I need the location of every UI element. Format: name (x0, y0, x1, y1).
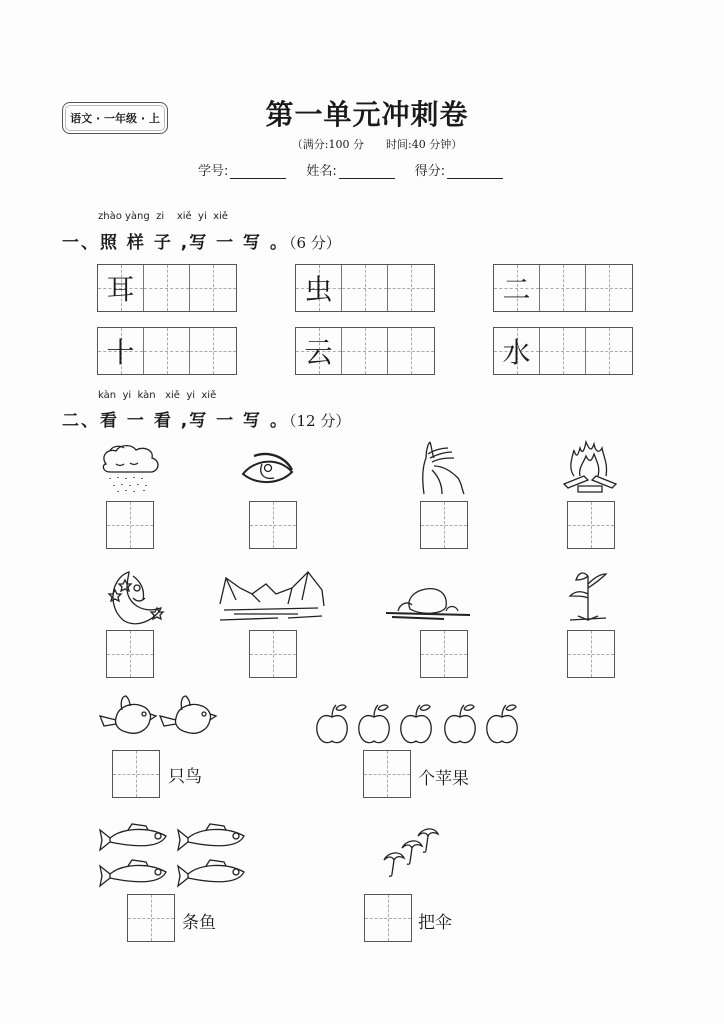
section1-pinyin: zhào yàng zi xiě yi xiě (98, 211, 228, 222)
writing-cell[interactable] (342, 328, 388, 374)
sample-char: 二 (502, 273, 531, 306)
copy-grid-2[interactable] (295, 264, 435, 312)
writing-cell[interactable] (586, 328, 632, 374)
bird-unit-label: 只鸟 (168, 767, 202, 787)
fish-icon (98, 822, 258, 894)
student-info (198, 160, 503, 179)
score-blank[interactable] (447, 164, 503, 179)
writing-cell[interactable] (190, 265, 236, 311)
writing-cell[interactable] (388, 265, 434, 311)
sample-char: 虫 (304, 273, 333, 306)
writing-cell[interactable] (540, 328, 586, 374)
section2-pinyin: kàn yi kàn xiě yi xiě (98, 390, 217, 401)
hand-icon (420, 440, 466, 496)
fire-icon (562, 440, 618, 496)
copy-grid-1[interactable] (97, 264, 237, 312)
exam-info: （满分:100 分 时间:40 分钟） (291, 138, 463, 151)
fish-unit-label: 条鱼 (182, 913, 216, 933)
section2-title: 二、看 一 看 ,写 一 写 。（12 分） (62, 411, 351, 431)
answer-box[interactable] (420, 630, 468, 678)
writing-cell[interactable] (144, 265, 190, 311)
writing-cell[interactable] (190, 328, 236, 374)
copy-grid-6[interactable] (493, 327, 633, 375)
section1-points: （6 分） (288, 234, 341, 252)
answer-box[interactable] (567, 630, 615, 678)
copy-grid-3[interactable] (493, 264, 633, 312)
mountain-icon (218, 570, 328, 622)
student-id-blank[interactable] (230, 164, 286, 179)
sample-char: 水 (502, 336, 531, 369)
answer-box[interactable] (106, 630, 154, 678)
section2-points: （12 分） (288, 412, 351, 430)
copy-grid-4[interactable] (97, 327, 237, 375)
answer-box[interactable] (363, 750, 411, 798)
section1-title: 一、照 样 子 ,写 一 写 。（6 分） (62, 233, 341, 253)
name-blank[interactable] (339, 164, 395, 179)
umbrella-icon (380, 834, 440, 890)
answer-box[interactable] (249, 630, 297, 678)
student-id-field[interactable]: 学号: (198, 160, 286, 179)
answer-box[interactable] (364, 894, 412, 942)
sample-char: 十 (106, 336, 135, 369)
writing-cell[interactable] (144, 328, 190, 374)
writing-cell[interactable] (586, 265, 632, 311)
answer-box[interactable] (106, 501, 154, 549)
answer-box[interactable] (127, 894, 175, 942)
sample-char: 云 (304, 336, 333, 369)
eye-icon (240, 452, 296, 488)
answer-box[interactable] (420, 501, 468, 549)
apple-unit-label: 个苹果 (418, 769, 469, 789)
bird-icon (158, 694, 218, 740)
writing-cell[interactable] (388, 328, 434, 374)
sample-char: 耳 (106, 273, 135, 306)
subject-badge: 语文 · 一年级 · 上 (62, 102, 168, 134)
answer-box[interactable] (567, 501, 615, 549)
moon-icon (103, 568, 163, 626)
umbrella-unit-label: 把伞 (418, 913, 452, 933)
answer-box[interactable] (249, 501, 297, 549)
rain-cloud-icon (98, 442, 162, 497)
writing-cell[interactable] (540, 265, 586, 311)
rock-icon (384, 585, 474, 621)
page-title: 第一单元冲刺卷 (265, 98, 469, 131)
plant-icon (568, 566, 608, 622)
copy-grid-5[interactable] (295, 327, 435, 375)
bird-icon (98, 694, 158, 740)
writing-cell[interactable] (342, 265, 388, 311)
apple-icon (314, 703, 524, 745)
answer-box[interactable] (112, 750, 160, 798)
score-field[interactable]: 得分: (415, 160, 503, 179)
name-field[interactable]: 姓名: (306, 160, 394, 179)
